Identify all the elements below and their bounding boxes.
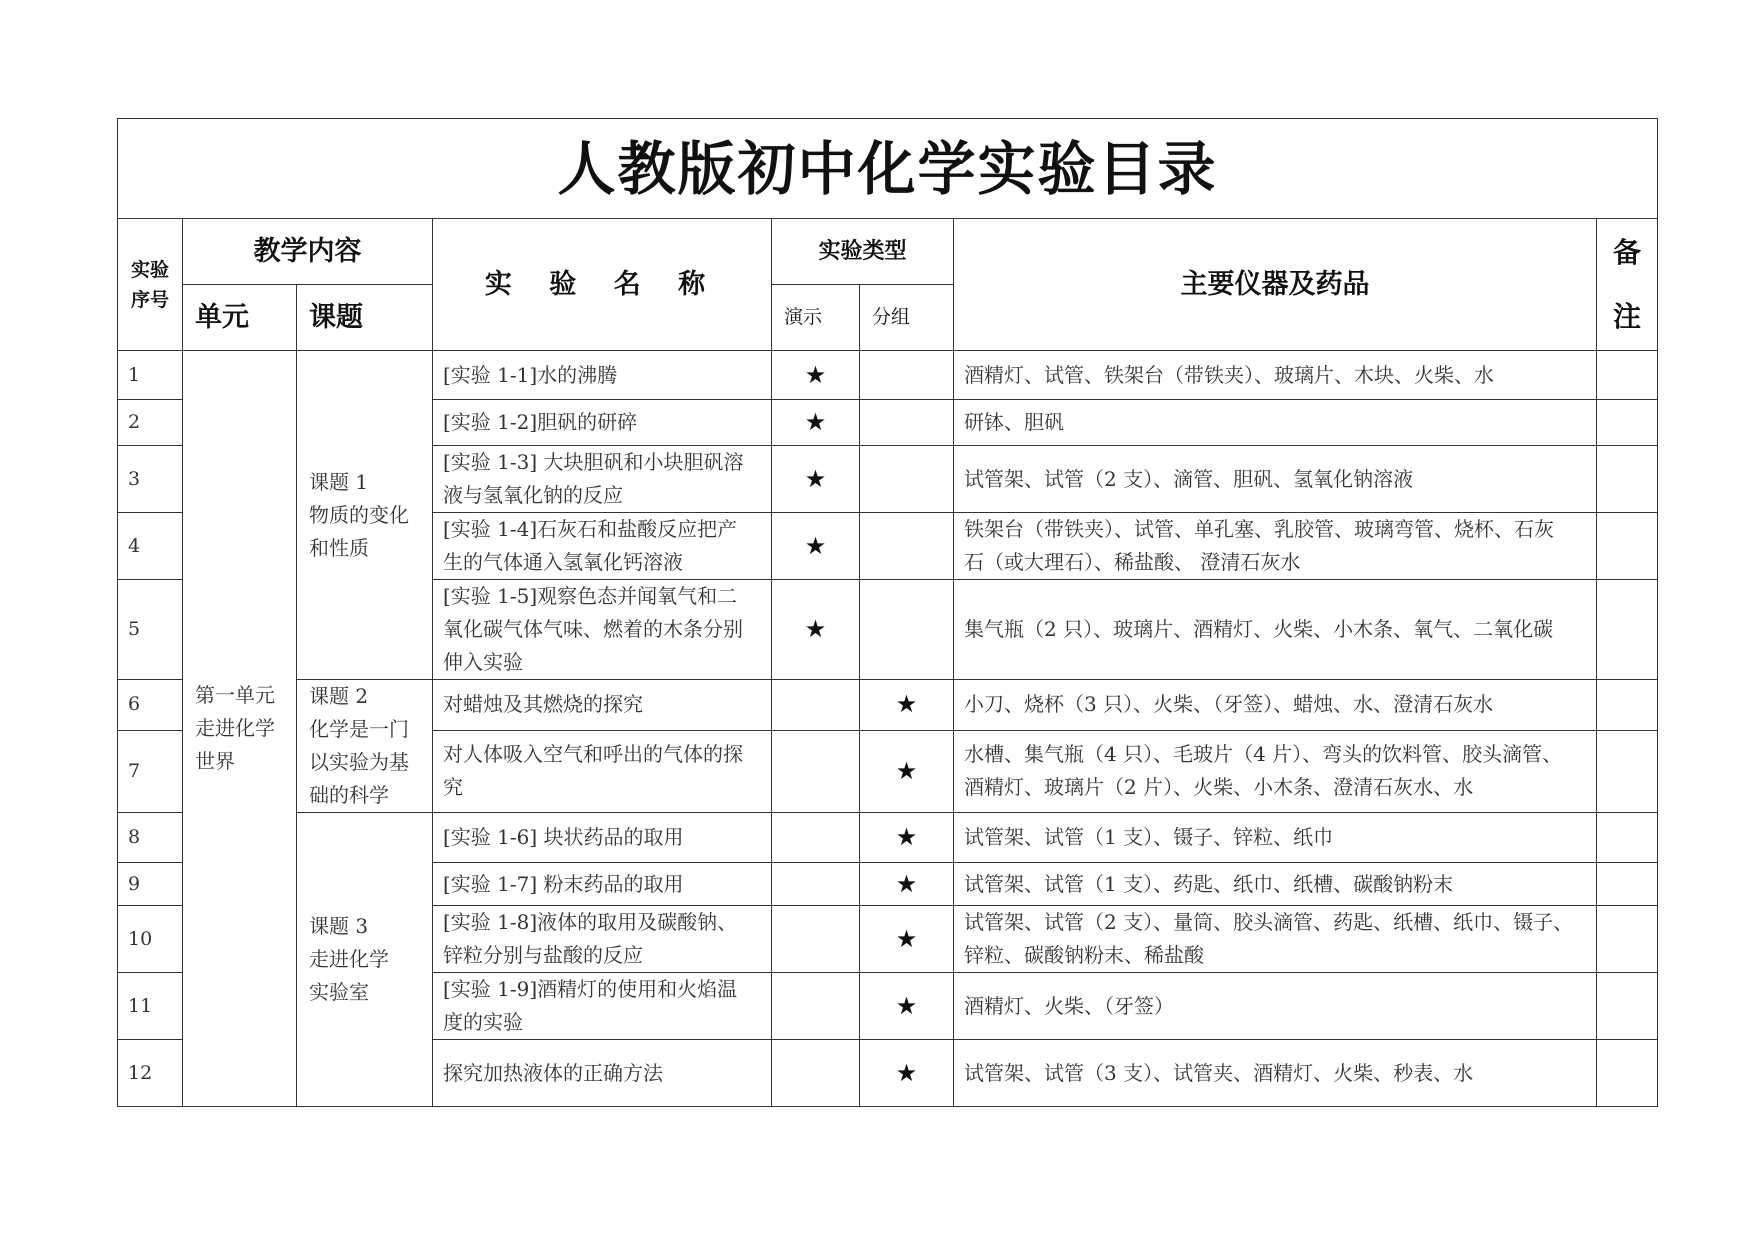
- equipment-line: 小刀、烧杯（3 只）、火柴、（牙签）、蜡烛、水、澄清石灰水: [964, 692, 1494, 717]
- topic-line3: 以实验为基: [309, 750, 409, 774]
- star-icon: ★: [804, 408, 827, 436]
- demo-cell: [772, 680, 860, 731]
- note-cell: [1597, 513, 1658, 580]
- experiment-name-line: 液与氢氧化钠的反应: [443, 483, 623, 507]
- topic-line2: 走进化学: [309, 947, 389, 971]
- header-seq-line2: 序号: [130, 288, 169, 311]
- unit-line1: 第一单元: [195, 683, 275, 707]
- document-page: [117, 118, 1657, 1107]
- header-teaching-content: 教学内容: [183, 219, 433, 285]
- document-title: 人教版初中化学实验目录: [118, 119, 1658, 219]
- demo-cell: [772, 446, 860, 513]
- demo-cell: [772, 513, 860, 580]
- row-seq: 7: [118, 730, 183, 812]
- star-icon: ★: [895, 869, 918, 898]
- star-icon: ★: [895, 924, 918, 953]
- topic-cell: [297, 813, 433, 1107]
- topic-cell: [297, 680, 433, 813]
- header-unit: 单元: [183, 285, 297, 351]
- group-cell: [860, 351, 954, 400]
- group-cell: [860, 906, 954, 973]
- header-experiment-type: 实验类型: [772, 219, 954, 285]
- unit-cell: [183, 351, 297, 1107]
- row-seq: 4: [118, 513, 183, 580]
- equipment-line: 试管架、试管（2 支）、量筒、胶头滴管、药匙、纸槽、纸巾、镊子、: [964, 910, 1574, 934]
- demo-cell: [772, 351, 860, 400]
- header-seq: [118, 219, 183, 351]
- topic-line2: 物质的变化: [309, 502, 409, 527]
- star-icon: ★: [804, 615, 827, 643]
- experiment-name: [433, 400, 772, 446]
- experiment-name-line: [实验 1-9]酒精灯的使用和火焰温: [443, 977, 738, 1001]
- experiment-name: [433, 730, 772, 812]
- note-cell: [1597, 906, 1658, 973]
- equipment-line: 试管架、试管（3 支）、试管夹、酒精灯、火柴、秒表、水: [964, 1060, 1474, 1085]
- topic-cell: [297, 351, 433, 680]
- experiment-name-line: [实验 1-7] 粉末药品的取用: [443, 871, 684, 896]
- header-note-line1: 备: [1613, 235, 1642, 269]
- experiment-name: [433, 906, 772, 973]
- header-demo: 演示: [772, 285, 860, 351]
- table-row: [118, 813, 1658, 863]
- equipment-line: 试管架、试管（2 支）、滴管、胆矾、氢氧化钠溶液: [964, 466, 1414, 491]
- topic-line1: 课题 2: [309, 684, 369, 708]
- unit-line3: 世界: [195, 749, 235, 773]
- table-row: [118, 680, 1658, 731]
- experiment-name-line: [实验 1-4]石灰石和盐酸反应把产: [443, 517, 738, 541]
- equipment-cell: [954, 446, 1597, 513]
- note-cell: [1597, 580, 1658, 680]
- header-note-line2: 注: [1613, 299, 1642, 333]
- star-icon: ★: [895, 823, 918, 851]
- row-seq: 9: [118, 863, 183, 906]
- row-seq: 6: [118, 680, 183, 731]
- topic-line3: 实验室: [309, 980, 369, 1004]
- equipment-cell: [954, 680, 1597, 731]
- experiment-name: [433, 513, 772, 580]
- group-cell: [860, 1040, 954, 1107]
- row-seq: 8: [118, 813, 183, 863]
- experiment-name-line: 对蜡烛及其燃烧的探究: [443, 692, 643, 717]
- experiment-name: [433, 680, 772, 731]
- experiment-name-line: [实验 1-3] 大块胆矾和小块胆矾溶: [443, 450, 744, 474]
- group-cell: [860, 400, 954, 446]
- equipment-line: 试管架、试管（1 支）、药匙、纸巾、纸槽、碳酸钠粉末: [964, 871, 1454, 896]
- demo-cell: [772, 730, 860, 812]
- equipment-cell: [954, 730, 1597, 812]
- equipment-cell: [954, 813, 1597, 863]
- star-icon: ★: [895, 1058, 918, 1087]
- experiment-name-line: 探究加热液体的正确方法: [443, 1060, 663, 1085]
- equipment-line: 石（或大理石）、稀盐酸、 澄清石灰水: [964, 550, 1301, 574]
- row-seq: 1: [118, 351, 183, 400]
- experiment-name-line: [实验 1-1]水的沸腾: [443, 362, 618, 387]
- row-seq: 3: [118, 446, 183, 513]
- equipment-line: 集气瓶（2 只）、玻璃片、酒精灯、火柴、小木条、氧气、二氧化碳: [964, 617, 1554, 641]
- note-cell: [1597, 400, 1658, 446]
- equipment-cell: [954, 1040, 1597, 1107]
- header-note: [1597, 219, 1658, 351]
- group-cell: [860, 863, 954, 906]
- star-icon: ★: [895, 690, 918, 719]
- equipment-line: 酒精灯、试管、铁架台（带铁夹）、玻璃片、木块、火柴、水: [964, 362, 1494, 387]
- experiment-name-line: 氧化碳气体气味、燃着的木条分别: [443, 617, 743, 641]
- experiment-name: [433, 351, 772, 400]
- group-cell: [860, 973, 954, 1040]
- demo-cell: [772, 400, 860, 446]
- experiment-name-line: [实验 1-5]观察色态并闻氧气和二: [443, 584, 738, 608]
- note-cell: [1597, 730, 1658, 812]
- experiment-name-line: [实验 1-8]液体的取用及碳酸钠、: [443, 910, 738, 934]
- star-icon: ★: [895, 991, 918, 1020]
- note-cell: [1597, 813, 1658, 863]
- row-seq: 5: [118, 580, 183, 680]
- row-seq: 11: [118, 973, 183, 1040]
- equipment-cell: [954, 580, 1597, 680]
- demo-cell: [772, 863, 860, 906]
- experiment-name-line: 度的实验: [443, 1010, 523, 1034]
- equipment-cell: [954, 973, 1597, 1040]
- header-group: 分组: [860, 285, 954, 351]
- equipment-line: 研钵、胆矾: [964, 410, 1064, 434]
- experiment-name: [433, 973, 772, 1040]
- header-experiment-name: 实 验 名 称: [433, 219, 772, 351]
- group-cell: [860, 813, 954, 863]
- group-cell: [860, 446, 954, 513]
- header-row-1: [118, 219, 1658, 285]
- experiment-name: [433, 813, 772, 863]
- equipment-line: 水槽、集气瓶（4 只）、毛玻片（4 片）、弯头的饮料管、胶头滴管、: [964, 742, 1563, 767]
- group-cell: [860, 730, 954, 812]
- equipment-line: 酒精灯、玻璃片（2 片）、火柴、小木条、澄清石灰水、水: [964, 775, 1474, 800]
- experiment-name: [433, 446, 772, 513]
- experiment-name-line: [实验 1-2]胆矾的研碎: [443, 410, 638, 434]
- topic-line1: 课题 1: [309, 469, 369, 494]
- equipment-cell: [954, 351, 1597, 400]
- experiment-name-line: 伸入实验: [443, 650, 523, 674]
- row-seq: 12: [118, 1040, 183, 1107]
- topic-line4: 础的科学: [309, 783, 389, 807]
- demo-cell: [772, 973, 860, 1040]
- equipment-line: 试管架、试管（1 支）、镊子、锌粒、纸巾: [964, 825, 1334, 849]
- experiment-name: [433, 1040, 772, 1107]
- demo-cell: [772, 580, 860, 680]
- header-topic: 课题: [297, 285, 433, 351]
- experiment-catalog-table: [117, 118, 1658, 1107]
- topic-line3: 和性质: [309, 535, 369, 560]
- experiment-name: [433, 863, 772, 906]
- demo-cell: [772, 813, 860, 863]
- experiment-name-line: 生的气体通入氢氧化钙溶液: [443, 550, 683, 574]
- table-row: [118, 351, 1658, 400]
- group-cell: [860, 513, 954, 580]
- star-icon: ★: [804, 464, 827, 493]
- equipment-cell: [954, 906, 1597, 973]
- topic-line1: 课题 3: [309, 914, 369, 938]
- unit-line2: 走进化学: [195, 716, 275, 740]
- experiment-name: [433, 580, 772, 680]
- experiment-name-line: 锌粒分别与盐酸的反应: [443, 943, 643, 967]
- equipment-line: 铁架台（带铁夹）、试管、单孔塞、乳胶管、玻璃弯管、烧杯、石灰: [964, 517, 1554, 541]
- equipment-line: 锌粒、碳酸钠粉末、稀盐酸: [964, 943, 1204, 967]
- group-cell: [860, 680, 954, 731]
- star-icon: ★: [804, 360, 827, 389]
- header-seq-line1: 实验: [130, 258, 169, 281]
- experiment-name-line: [实验 1-6] 块状药品的取用: [443, 825, 684, 849]
- note-cell: [1597, 973, 1658, 1040]
- row-seq: 2: [118, 400, 183, 446]
- demo-cell: [772, 906, 860, 973]
- note-cell: [1597, 446, 1658, 513]
- star-icon: ★: [804, 531, 827, 560]
- header-equipment: 主要仪器及药品: [954, 219, 1597, 351]
- note-cell: [1597, 680, 1658, 731]
- topic-line2: 化学是一门: [309, 717, 409, 741]
- title-row: [118, 119, 1658, 219]
- note-cell: [1597, 1040, 1658, 1107]
- note-cell: [1597, 351, 1658, 400]
- equipment-line: 酒精灯、火柴、（牙签）: [964, 993, 1174, 1018]
- note-cell: [1597, 863, 1658, 906]
- experiment-name-line: 对人体吸入空气和呼出的气体的探: [443, 742, 743, 767]
- equipment-cell: [954, 400, 1597, 446]
- star-icon: ★: [895, 756, 918, 785]
- experiment-name-line: 究: [443, 775, 463, 800]
- demo-cell: [772, 1040, 860, 1107]
- row-seq: 10: [118, 906, 183, 973]
- group-cell: [860, 580, 954, 680]
- equipment-cell: [954, 863, 1597, 906]
- equipment-cell: [954, 513, 1597, 580]
